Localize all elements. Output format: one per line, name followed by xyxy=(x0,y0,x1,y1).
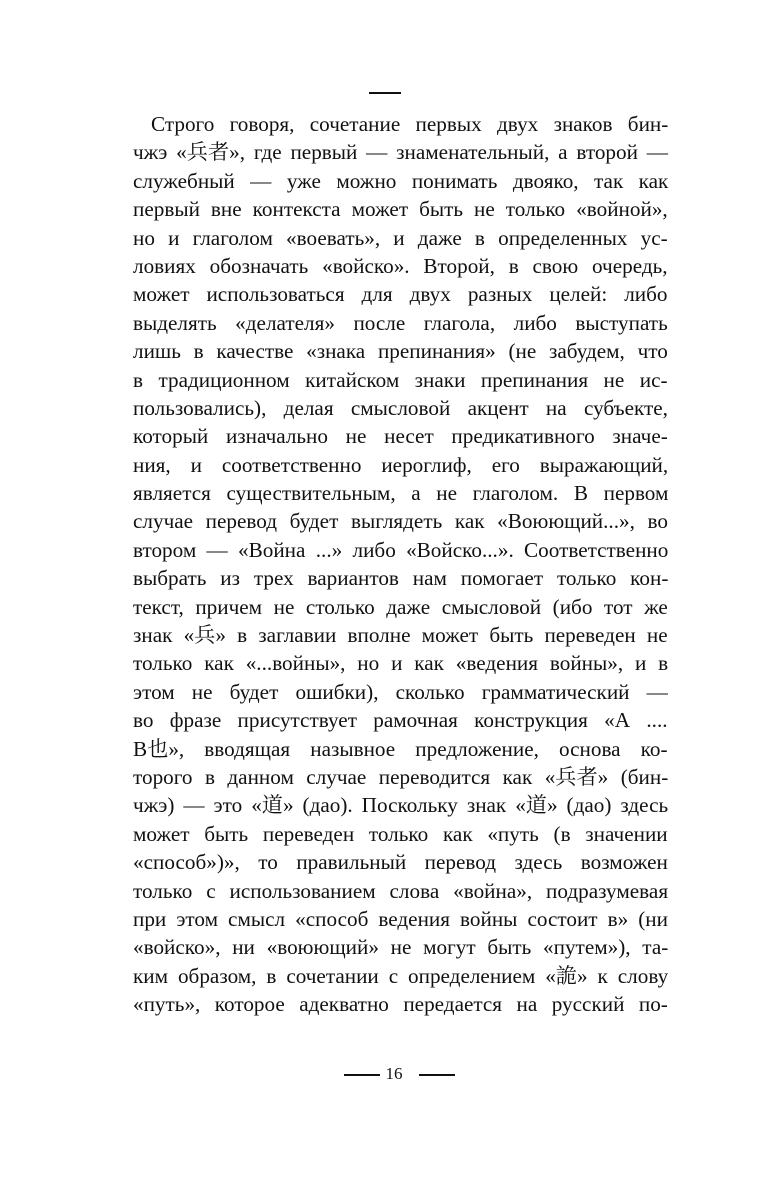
text-line: первый вне контекста может быть не только «войной», xyxy=(133,197,668,222)
text-line: является существительным, а не глаголом. В первом xyxy=(133,481,669,506)
text-line: может быть переведен только как «путь (в значении xyxy=(133,821,668,846)
text-line: выделять «делателя» после глагола, либо выступать xyxy=(133,310,668,335)
text-line: только как «...войны», но и как «ведения войны», и в xyxy=(133,651,669,676)
text-line: лишь в качестве «знака препинания» (не забудем, что xyxy=(133,339,668,364)
text-line: в традиционном китайском знаки препинания не ис- xyxy=(133,367,668,392)
text-line: служебный — уже можно понимать двояко, так как xyxy=(133,168,669,193)
text-line: B也», вводящая назывное предложение, основа ко- xyxy=(133,736,668,761)
text-line: ловиях обозначать «войско». Второй, в свою очередь, xyxy=(133,253,668,278)
text-line: пользовались), делая смысловой акцент на субъекте, xyxy=(133,395,668,420)
text-line: Строго говоря, сочетание первых двух знаков бин- xyxy=(151,112,669,136)
text-line: «войско», ни «воюющий» не могут быть «путем»), та- xyxy=(133,935,669,960)
top-rule xyxy=(369,92,401,94)
text-line: чжэ «兵者», где первый — знаменательный, а второй — xyxy=(133,140,668,165)
text-line: только с использованием слова «война», подразумевая xyxy=(133,878,669,903)
text-line: этом не будет ошибки), сколько грамматический — xyxy=(133,679,668,704)
text-line: во фразе присутствует рамочная конструкция «А .... xyxy=(133,708,668,733)
text-line: «способ»)», то правильный перевод здесь возможен xyxy=(133,850,668,875)
footer-rule-right xyxy=(419,1074,455,1076)
text-line: знак «兵» в заглавии вполне может быть переведен не xyxy=(133,623,668,648)
text-line: ким образом, в сочетании с определением «詭» к слову xyxy=(133,963,669,988)
text-line: «путь», которое адекватно передается на русский по- xyxy=(133,992,668,1017)
text-line: торого в данном случае переводится как «兵者» (бин- xyxy=(133,764,669,789)
text-line: случае перевод будет выглядеть как «Воюющий...», во xyxy=(133,509,669,534)
text-line: при этом смысл «способ ведения войны состоит в» (ни xyxy=(133,906,668,931)
body-text xyxy=(133,110,668,1019)
page-number: 16 xyxy=(385,1064,403,1083)
text-line: чжэ) — это «道» (дао). Поскольку знак «道» (дао) здесь xyxy=(133,793,669,818)
text-line: который изначально не несет предикативного значе- xyxy=(133,424,668,449)
text-line: втором — «Война ...» либо «Войско...». Соответственно xyxy=(133,537,669,562)
text-line: ния, и соответственно иероглиф, его выражающий, xyxy=(133,452,669,477)
text-line: текст, причем не столько даже смысловой (ибо тот же xyxy=(133,594,668,619)
text-line: может использоваться для двух разных целей: либо xyxy=(133,282,668,307)
text-line: выбрать из трех вариантов нам помогает только кон- xyxy=(133,566,669,591)
text-line: но и глаголом «воевать», и даже в определенных ус- xyxy=(133,225,668,250)
page-footer xyxy=(0,1062,768,1086)
footer-rule-left xyxy=(344,1074,380,1076)
